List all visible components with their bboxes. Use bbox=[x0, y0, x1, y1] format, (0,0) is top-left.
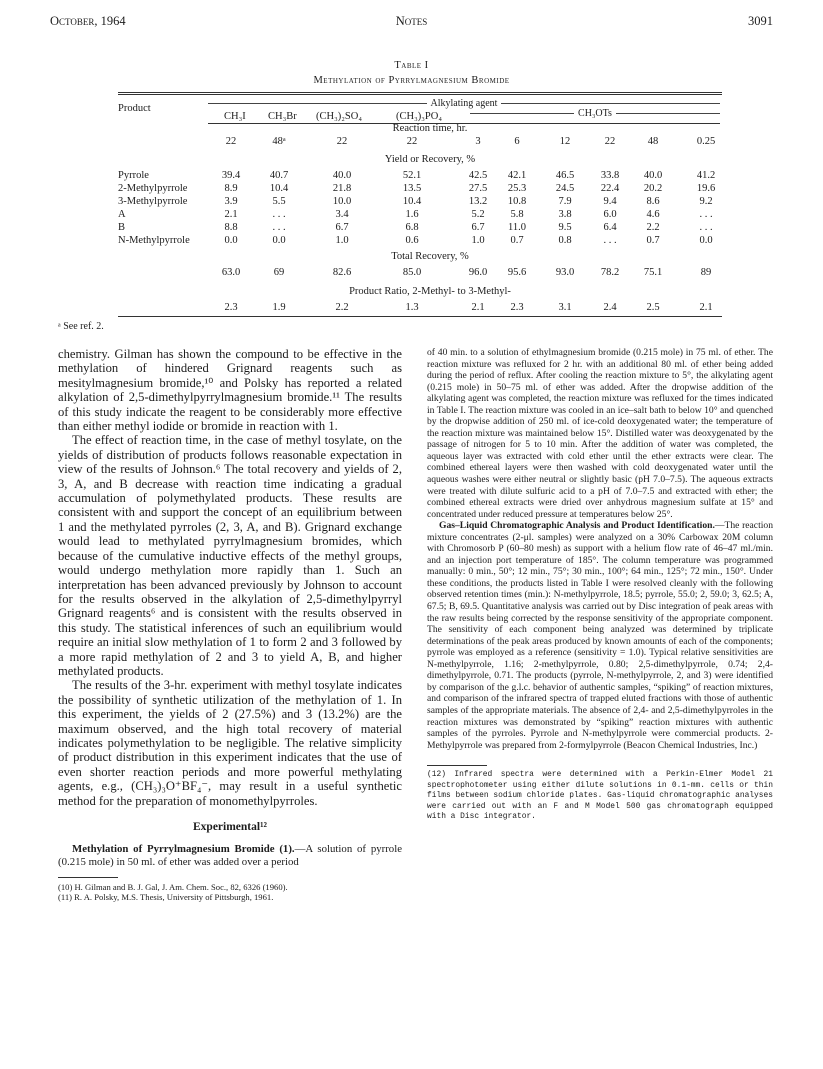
total-cell: 82.6 bbox=[332, 267, 352, 278]
table-cell: 6.4 bbox=[603, 222, 617, 233]
reaction-time-header: Reaction time, hr. bbox=[392, 123, 468, 134]
table-cell: 6.7 bbox=[335, 222, 349, 233]
row-label: 3-Methylpyrrole bbox=[118, 196, 188, 207]
product-column-header: Product bbox=[118, 103, 151, 114]
footnote-12: (12) Infrared spectra were determined with a Perkin-Elmer Model 21 spectrophotometer using either dilute solutions in 0.1-mm. cells or thin films between sodium chloride plates. Gas-liquid chromatographic analyses were carried out with an F and M Model 500 gas chromatograph equipped with a Disc integrator. bbox=[427, 770, 773, 822]
time-cell: 3 bbox=[475, 136, 481, 147]
table-cell: . . . bbox=[272, 222, 286, 233]
table-cell: 0.7 bbox=[510, 235, 524, 246]
paragraph-text: —A solution of pyrrole (0.215 mole) in 50 ml. of ether was added over a period bbox=[58, 843, 402, 868]
total-cell: 96.0 bbox=[468, 267, 488, 278]
time-cell: 22 bbox=[225, 136, 237, 147]
time-cell: 48ᵃ bbox=[272, 136, 286, 147]
total-cell: 93.0 bbox=[555, 267, 575, 278]
alkylating-agent-header: Alkylating agent bbox=[427, 98, 502, 109]
table-cell: 0.0 bbox=[699, 235, 713, 246]
issue-date: October, 1964 bbox=[50, 14, 126, 28]
table-title: Table I bbox=[394, 60, 429, 71]
table-cell: 24.5 bbox=[555, 183, 575, 194]
table-cell: 5.5 bbox=[272, 196, 286, 207]
table-top-rule bbox=[118, 92, 722, 95]
table-cell: 20.2 bbox=[643, 183, 663, 194]
table-cell: 41.2 bbox=[696, 170, 716, 181]
yield-header: Yield or Recovery, % bbox=[384, 154, 476, 165]
time-cell: 6 bbox=[514, 136, 520, 147]
table-cell: 5.2 bbox=[471, 209, 485, 220]
footnote-rule bbox=[58, 877, 118, 878]
ratio-cell: 2.2 bbox=[335, 302, 349, 313]
table-footnote: ᵃ See ref. 2. bbox=[58, 321, 104, 332]
table-cell: 7.9 bbox=[558, 196, 572, 207]
ratio-cell: 2.1 bbox=[699, 302, 713, 313]
table-cell: 13.5 bbox=[402, 183, 422, 194]
table-cell: 5.8 bbox=[510, 209, 524, 220]
ratio-cell: 1.3 bbox=[405, 302, 419, 313]
table-cell: 3.9 bbox=[224, 196, 238, 207]
run-in-heading: Methylation of Pyrrylmagnesium Bromide (1). bbox=[72, 843, 295, 856]
table-cell: 8.9 bbox=[224, 183, 238, 194]
table-cell: 2.2 bbox=[646, 222, 660, 233]
glc-paragraph bbox=[427, 520, 773, 751]
total-cell: 75.1 bbox=[643, 267, 663, 278]
tosylate-header: CH₃OTs bbox=[574, 108, 616, 119]
ratio-cell: 2.3 bbox=[510, 302, 524, 313]
table-cell: 10.4 bbox=[269, 183, 289, 194]
table-cell: 22.4 bbox=[600, 183, 620, 194]
total-cell: 69 bbox=[273, 267, 285, 278]
row-label: Pyrrole bbox=[118, 170, 149, 181]
table-cell: 2.1 bbox=[224, 209, 238, 220]
row-label: N-Methylpyrrole bbox=[118, 235, 190, 246]
table-cell: 0.0 bbox=[272, 235, 286, 246]
tosylate-span bbox=[470, 108, 720, 118]
body-paragraph: The effect of reaction time, in the case of methyl tosylate, on the yields of distribution of products follows reasonable expectation in view of the results of Johnson.⁶ The total recovery and yields of 2, 3, A, and B decrease with reaction time indicating a gradual accumulation of polymethylated products. These results are consistent with and support the concept of an equilibrium between 1 and the methylated pyrroles (2, 3, A, and B). Grignard exchange would lead to methylated pyrrylmagnesium bromides, which because of the cumulative inductive effects of the methyl groups, would undergo methylation more rapidly than 1. Such an interpretation has been advanced previously by Johnson to account for the results observed in the alkylation of 2,5-dimethylpyrryl Grignard reagents⁶ and is consistent with the results observed in this study. The statistical inferences of such an equilibrium would require an initial slow methylation of 1 to form 2 and 3 followed by a more rapid methylation of 2 and 3 to yield A, B, and higher methylated products. bbox=[58, 433, 402, 678]
table-cell: 52.1 bbox=[402, 170, 422, 181]
table-cell: 11.0 bbox=[508, 222, 526, 233]
row-label: B bbox=[118, 222, 126, 233]
time-cell: 48 bbox=[647, 136, 659, 147]
ratio-cell: 3.1 bbox=[558, 302, 572, 313]
alkylating-agent-span bbox=[208, 98, 720, 108]
table-cell: 9.4 bbox=[603, 196, 617, 207]
table-cell: 1.0 bbox=[471, 235, 485, 246]
total-cell: 95.6 bbox=[507, 267, 527, 278]
ratio-cell: 2.5 bbox=[646, 302, 660, 313]
table-cell: 0.8 bbox=[558, 235, 572, 246]
body-paragraph: chemistry. Gilman has shown the compound to be effective in the methylation of hindered Grignard reagents such as mesitylmagnesium bromide,¹⁰ and Polsky has reported a related alkylation of 2,5-dimethylpyrrylmagnesium bromide.¹¹ The results of this study indicate the reagent to be considerably more effective than either methyl iodide or bromide in reaction with 1. bbox=[58, 347, 402, 434]
table-cell: 4.6 bbox=[646, 209, 660, 220]
total-cell: 85.0 bbox=[402, 267, 422, 278]
table-cell: 40.0 bbox=[643, 170, 663, 181]
table-cell: 6.8 bbox=[405, 222, 419, 233]
table-cell: 13.2 bbox=[468, 196, 488, 207]
section-title: Notes bbox=[395, 14, 428, 28]
table-cell: 19.6 bbox=[696, 183, 716, 194]
table-cell: 46.5 bbox=[555, 170, 575, 181]
table-cell: 10.8 bbox=[507, 196, 527, 207]
table-cell: 33.8 bbox=[600, 170, 620, 181]
table-cell: . . . bbox=[699, 222, 713, 233]
table-cell: 10.0 bbox=[332, 196, 352, 207]
table-cell: 3.4 bbox=[335, 209, 349, 220]
agent-header-ch3i: CH₃I bbox=[224, 111, 246, 122]
footnote-11: (11) R. A. Polsky, M.S. Thesis, University of Pittsburgh, 1961. bbox=[58, 892, 274, 902]
time-cell: 22 bbox=[406, 136, 418, 147]
table-cell: 8.8 bbox=[224, 222, 238, 233]
ratio-cell: 2.3 bbox=[224, 302, 238, 313]
table-cell: 39.4 bbox=[221, 170, 241, 181]
time-cell: 12 bbox=[559, 136, 571, 147]
table-cell: 0.7 bbox=[646, 235, 660, 246]
ratio-cell: 1.9 bbox=[272, 302, 286, 313]
table-cell: 42.5 bbox=[468, 170, 488, 181]
table-bottom-rule bbox=[118, 316, 722, 317]
time-cell: 22 bbox=[604, 136, 616, 147]
table-cell: 27.5 bbox=[468, 183, 488, 194]
row-label: A bbox=[118, 209, 126, 220]
table-cell: 25.3 bbox=[507, 183, 527, 194]
footnote-10: (10) H. Gilman and B. J. Gal, J. Am. Chem. Soc., 82, 6326 (1960). bbox=[58, 881, 288, 892]
total-cell: 78.2 bbox=[600, 267, 620, 278]
total-cell: 63.0 bbox=[221, 267, 241, 278]
time-cell: 22 bbox=[336, 136, 348, 147]
agent-header-dimethyl-sulfate: (CH₃)₂SO₄ bbox=[316, 111, 362, 122]
experimental-paragraph bbox=[58, 843, 402, 868]
table-cell: . . . bbox=[603, 235, 617, 246]
footnote-rule bbox=[427, 765, 487, 766]
table-cell: 10.4 bbox=[402, 196, 422, 207]
table-cell: 1.0 bbox=[335, 235, 349, 246]
table-cell: 42.1 bbox=[507, 170, 527, 181]
row-label: 2-Methylpyrrole bbox=[118, 183, 188, 194]
table-cell: . . . bbox=[272, 209, 286, 220]
time-cell: 0.25 bbox=[696, 136, 716, 147]
table-cell: . . . bbox=[699, 209, 713, 220]
table-cell: 3.8 bbox=[558, 209, 572, 220]
table-cell: 21.8 bbox=[332, 183, 352, 194]
agent-header-trimethyl-phosphate: (CH₃)₃PO₄ bbox=[396, 111, 442, 122]
table-cell: 9.5 bbox=[558, 222, 572, 233]
total-cell: 89 bbox=[700, 267, 712, 278]
product-ratio-header: Product Ratio, 2-Methyl- to 3-Methyl- bbox=[349, 286, 511, 297]
agent-header-ch3br: CH₃Br bbox=[268, 111, 297, 122]
table-cell: 1.6 bbox=[405, 209, 419, 220]
table-cell: 8.6 bbox=[646, 196, 660, 207]
table-cell: 0.6 bbox=[405, 235, 419, 246]
table-cell: 40.0 bbox=[332, 170, 352, 181]
run-in-heading: Gas–Liquid Chromatographic Analysis and Product Identification. bbox=[439, 520, 715, 532]
table-cell: 6.0 bbox=[603, 209, 617, 220]
page-number: 3091 bbox=[748, 14, 773, 28]
paragraph-text: —The reaction mixture concentrates (2-μl. samples) were analyzed on a 30% Carbowax 20M column with Chromosorb P (60–80 mesh) as support with a helium flow rate of 46–47 ml./min. and an injection port temperature of 185°. The column temperature was programmed manually: 0 min., 50°; 12 min., 75°; 30 min., 100°; 64 min., 125°; 72 min., 150°. Under these conditions, the products listed in Table I were resolved cleanly with the following observed retention times (min.): N-methylpyrrole, 18.5; pyrrole, 55.0; 2, 59.0; 3, 62.5; A, 67.5; B, 69.5. Quantitative analysis was carried out by Disc integration of peak areas with the raw results being corrected by the response sensitivity of the appropriate component. The sensitivity of each component being analyzed was determined by triplicate determinations of the peak areas produced by known amounts of each of the components; pyrrole was employed as a reference (sensitivity = 1.0). Typical relative sensitivities are N-methylpyrrole, 1.16; 2-methylpyrrole, 0.80; 2,5-dimethylpyrrole, 0.74; 2,4-dimethylpyrrole, 0.71. The products (pyrrole, N-methylpyrrole, 2, and 3) were identified by comparison of the g.l.c. behavior of authentic samples, “spiking” of reaction mixtures, and comparison of the infrared spectra of trapped eluted fractions with those of authentic samples of the appropriate materials. The absence of 2,4- and 2,5-dimethylpyrroles in the reaction mixtures was demonstrated by “spiking” reaction mixtures with authentic samples of the pyrroles. Pyrrole and N-methylpyrrole were commercial products. 2-Methylpyrrole was prepared from 2-formylpyrrole (Beacon Chemical Industries, Inc.) bbox=[427, 520, 773, 751]
table-caption: Methylation of Pyrrylmagnesium Bromide bbox=[313, 75, 510, 86]
body-paragraph: of 40 min. to a solution of ethylmagnesium bromide (0.215 mole) in 75 ml. of ether. The reaction mixture was refluxed for 2 hr. with an additional 80 ml. of ether being added during the period of reflux. After cooling the reaction mixture to 5°, the alkylating agent (0.215 mole) in 50–75 ml. of ether was added. After the dropwise addition of the alkylating agent was completed, the reaction mixture was refluxed for the times indicated in Table I. The reaction mixture was cooled in an ice–salt bath to below 10° and quenched by the dropwise addition of 250 ml. of ice-cold deoxygenated water; the temperature of the reaction mixture was maintained below 15°. Distilled water was deoxygenated by the passage of nitrogen for 5 to 10 min. After the addition of water was completed, the aqueous layer was extracted with cold ether until the ether extracts were clear. The combined ethereal layers were then washed with cold deoxygenated water until the aqueous washes were either neutral or slightly basic (pH 7.0–7.5). The aqueous extracts were treated with dilute sulfuric acid to a pH of 7.0–7.5 and extracted with ether; the combined ethereal extracts were dried over anhydrous magnesium sulfate at 15° and concentrated under reduced pressure at temperatures below 25°. bbox=[427, 347, 773, 520]
ratio-cell: 2.4 bbox=[603, 302, 617, 313]
ratio-cell: 2.1 bbox=[471, 302, 485, 313]
table-cell: 9.2 bbox=[699, 196, 713, 207]
table-cell: 0.0 bbox=[224, 235, 238, 246]
right-column bbox=[427, 347, 773, 823]
left-column bbox=[58, 347, 402, 902]
running-head bbox=[50, 14, 773, 30]
experimental-heading: Experimental¹² bbox=[193, 821, 267, 833]
table-cell: 6.7 bbox=[471, 222, 485, 233]
body-paragraph: The results of the 3-hr. experiment with methyl tosylate indicates the possibility of synthetic utilization of the methylation of 1. In this experiment, the yields of 2 (27.5%) and 3 (13.2%) are the maximum observed, and the high total recovery of material indicates polymethylation to be negligible. The relative simplicity of product distribution in this experiment indicates that the use of even shorter reaction periods and more powerful methylating agents, e.g., (CH₃)₃O⁺BF₄⁻, may result in a useful synthetic method for the preparation of monomethylpyrroles. bbox=[58, 678, 402, 808]
total-recovery-header: Total Recovery, % bbox=[391, 251, 469, 262]
table-cell: 40.7 bbox=[269, 170, 289, 181]
